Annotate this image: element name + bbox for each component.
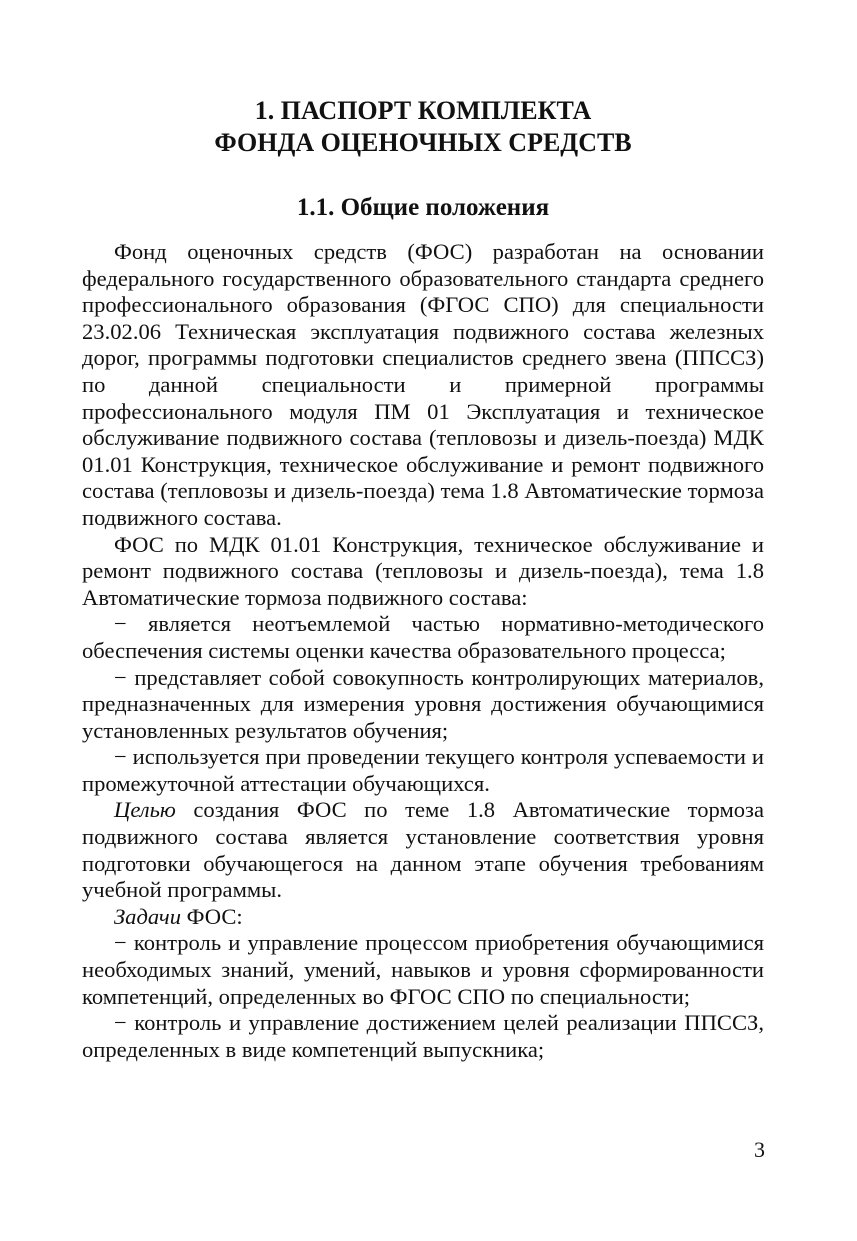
paragraph-tasks: [82, 904, 764, 931]
chapter-title: [82, 95, 764, 159]
chapter-title-line-1: 1. ПАСПОРТ КОМПЛЕКТА: [254, 96, 592, 125]
paragraph-goal: [82, 797, 764, 903]
goal-term: Целью: [114, 797, 176, 823]
paragraph-intro: Фонд оценочных средств (ФОС) разработан на основании федерального государственного образовательного стандарта среднего профессионального образования (ФГОС СПО) для специальности 23.02.06 Техническая эксплуатация подвижного состава железных дорог, программы подготовки специалистов среднего звена (ППССЗ) по данной специальности и примерной программы профессионального модуля ПМ 01 Эксплуатация и техническое обслуживание подвижного состава (тепловозы и дизель-поезда) МДК 01.01 Конструкция, техническое обслуживание и ремонт подвижного состава (тепловозы и дизель-поезда) тема 1.8 Автоматические тормоза подвижного состава.: [82, 239, 764, 530]
goal-text: создания ФОС по теме 1.8 Автоматические тормоза подвижного состава является установление соответствия уровня подготовки обучающегося на данном этапе обучения требованиям учебной программы.: [82, 797, 764, 903]
document-page: [82, 95, 764, 1063]
list-item-control-materials: − представляет собой совокупность контролирующих материалов, предназначенных для измерения уровня достижения обучающимися установленных результатов обучения;: [82, 664, 764, 743]
tasks-text: ФОС:: [181, 903, 243, 929]
list-item-usage: − используется при проведении текущего контроля успеваемости и промежуточной аттестации обучающихся.: [82, 744, 764, 796]
paragraph-fos-scope: ФОС по МДК 01.01 Конструкция, техническое обслуживание и ремонт подвижного состава (тепловозы и дизель-поезда), тема 1.8 Автоматические тормоза подвижного состава:: [82, 531, 764, 610]
page-number: 3: [754, 1137, 765, 1162]
list-item-integral-part: − является неотъемлемой частью нормативно-методического обеспечения системы оценки качества образовательного процесса;: [82, 611, 764, 663]
list-item-knowledge-control: − контроль и управление процессом приобретения обучающимися необходимых знаний, умений, навыков и уровня сформированности компетенций, определенных во ФГОС СПО по специальности;: [82, 930, 764, 1009]
list-item-goals-control: − контроль и управление достижением целей реализации ППССЗ, определенных в виде компетенций выпускника;: [82, 1010, 764, 1062]
section-title: 1.1. Общие положения: [296, 194, 550, 221]
chapter-title-line-2: ФОНДА ОЦЕНОЧНЫХ СРЕДСТВ: [214, 128, 632, 157]
tasks-term: Задачи: [114, 903, 181, 929]
